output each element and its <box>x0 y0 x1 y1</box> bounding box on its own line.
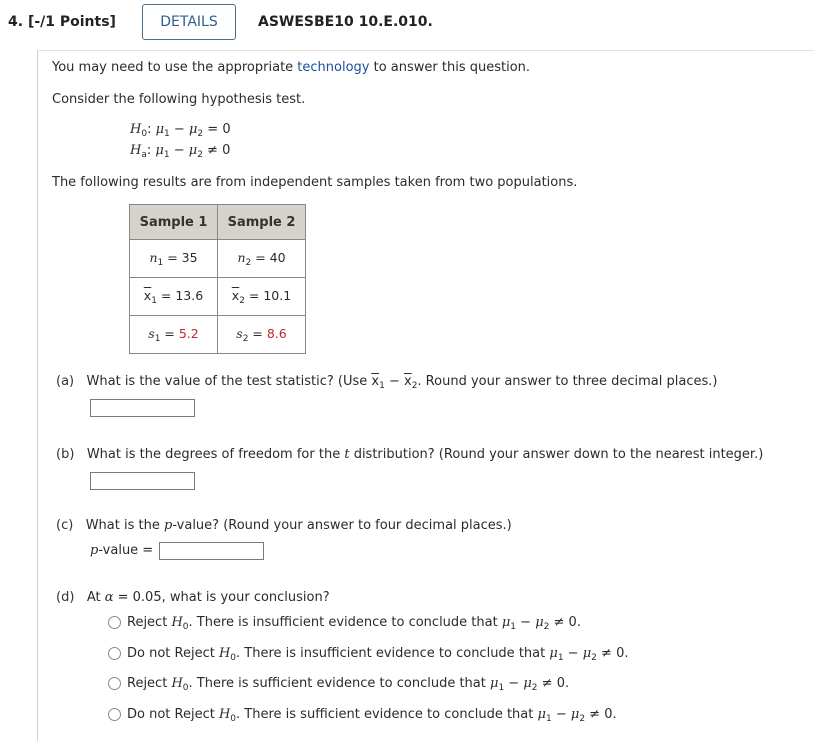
option-2-radio[interactable] <box>108 647 121 660</box>
option-1-radio[interactable] <box>108 616 121 629</box>
part-b-question: (b) What is the degrees of freedom for the t distribution? (Round your answer down to the nearest integer.) <box>56 447 764 462</box>
technology-note: You may need to use the appropriate technology to answer this question. <box>52 60 531 75</box>
s2-cell: $s_2 = 8.6$ <box>218 316 306 354</box>
option-4-label[interactable]: Do not Reject $H_0$. There is sufficient evidence to conclude that $\mu_1 - \mu_2 \ne 0$. <box>127 707 617 724</box>
null-hypothesis: $H_0$: $\mu_1 - \mu_2 = 0$ <box>130 122 231 139</box>
x1-cell: $\overline{x}_1 = 13.6$ <box>130 278 218 316</box>
question-id: ASWESBE10 10.E.010. <box>258 14 433 30</box>
test-statistic-input[interactable] <box>90 399 195 417</box>
option-4-radio[interactable] <box>108 708 121 721</box>
p-value-label: p-value = <box>90 543 154 558</box>
n2-cell: $n_2 = 40$ <box>218 240 306 278</box>
n1-cell: $n_1 = 35$ <box>130 240 218 278</box>
alternative-hypothesis: $H_a$: $\mu_1 - \mu_2 \ne 0$ <box>130 143 231 160</box>
option-3-label[interactable]: Reject $H_0$. There is sufficient evidence to conclude that $\mu_1 - \mu_2 \ne 0$. <box>127 676 570 693</box>
results-text: The following results are from independent samples taken from two populations. <box>52 175 578 190</box>
sample-table <box>129 204 306 354</box>
option-3-radio[interactable] <box>108 677 121 690</box>
option-1-label[interactable]: Reject $H_0$. There is insufficient evidence to conclude that $\mu_1 - \mu_2 \ne 0$. <box>127 615 581 632</box>
x2-cell: $\overline{x}_2 = 10.1$ <box>218 278 306 316</box>
degrees-of-freedom-input[interactable] <box>90 472 195 490</box>
question-number: 4. <box>8 14 24 30</box>
part-c-question: (c) What is the p-value? (Round your answer to four decimal places.) <box>56 518 512 533</box>
part-d-question: (d) At α = 0.05, what is your conclusion? <box>56 590 330 605</box>
details-button[interactable]: DETAILS <box>142 4 236 40</box>
p-value-input[interactable] <box>159 542 264 560</box>
sample2-header: Sample 2 <box>218 205 306 240</box>
part-a-question: (a) What is the value of the test statistic? (Use $\overline{x}_1 - \overline{x}_2$. Round your answer to three decimal places.) <box>56 374 718 391</box>
question-points: [-/1 Points] <box>27 14 116 30</box>
technology-link[interactable]: technology <box>297 60 370 75</box>
sample1-header: Sample 1 <box>130 205 218 240</box>
s1-cell: $s_1 = 5.2$ <box>130 316 218 354</box>
consider-text: Consider the following hypothesis test. <box>52 92 306 107</box>
option-2-label[interactable]: Do not Reject $H_0$. There is insufficient evidence to conclude that $\mu_1 - \mu_2 \ne 0$. <box>127 646 629 663</box>
question-header <box>8 14 116 30</box>
